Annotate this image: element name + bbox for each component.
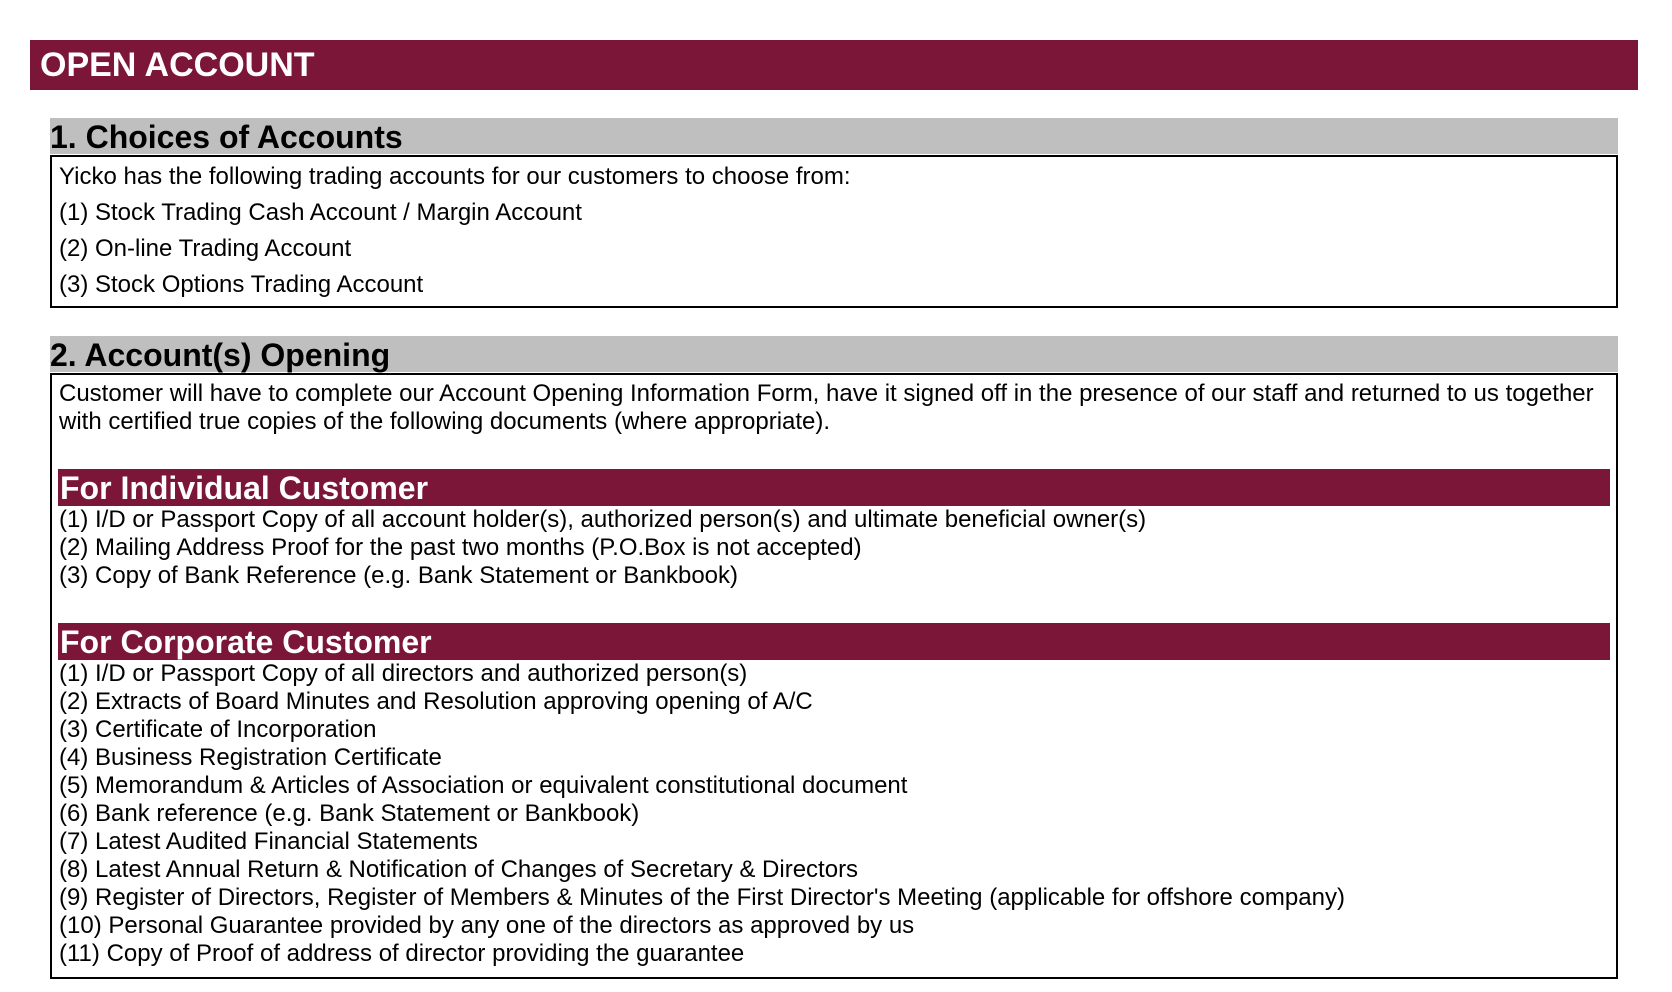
section-title-opening: 2. Account(s) Opening bbox=[50, 336, 1618, 372]
section-box-choices bbox=[50, 155, 1618, 308]
list-item: (1) I/D or Passport Copy of all account holder(s), authorized person(s) and ultimate beneficial owner(s) bbox=[59, 506, 1147, 533]
list-item: (3) Certificate of Incorporation bbox=[59, 716, 377, 743]
list-item: (10) Personal Guarantee provided by any one of the directors as approved by us bbox=[59, 912, 915, 939]
section-title-choices: 1. Choices of Accounts bbox=[50, 118, 1618, 154]
individual-list bbox=[52, 506, 1616, 590]
section-intro: Yicko has the following trading accounts for our customers to choose from: bbox=[59, 163, 851, 190]
list-item: (1) I/D or Passport Copy of all directors and authorized person(s) bbox=[59, 660, 748, 687]
list-item: (11) Copy of Proof of address of director providing the guarantee bbox=[59, 940, 745, 967]
list-item: (5) Memorandum & Articles of Association or equivalent constitutional document bbox=[59, 772, 908, 799]
page-title: OPEN ACCOUNT bbox=[30, 40, 1638, 90]
section-intro: Customer will have to complete our Account Opening Information Form, have it signed off in the presence of our staff and returned to us together with certified true copies of the following documents (where appropriate). bbox=[59, 380, 1594, 435]
list-item: (2) On-line Trading Account bbox=[59, 235, 352, 262]
section-box-opening bbox=[50, 373, 1618, 979]
list-item: (7) Latest Audited Financial Statements bbox=[59, 828, 478, 855]
corporate-list bbox=[52, 660, 1616, 968]
list-item: (2) Mailing Address Proof for the past two months (P.O.Box is not accepted) bbox=[59, 534, 862, 561]
list-item: (8) Latest Annual Return & Notification of Changes of Secretary & Directors bbox=[59, 856, 859, 883]
list-item: (2) Extracts of Board Minutes and Resolution approving opening of A/C bbox=[59, 688, 813, 715]
list-item: (4) Business Registration Certificate bbox=[59, 744, 442, 771]
list-item: (1) Stock Trading Cash Account / Margin Account bbox=[59, 199, 582, 226]
list-item: (3) Copy of Bank Reference (e.g. Bank Statement or Bankbook) bbox=[59, 562, 739, 589]
list-item: (9) Register of Directors, Register of Members & Minutes of the First Director's Meeting (applicable for offshore company) bbox=[59, 884, 1345, 911]
subheading-individual: For Individual Customer bbox=[58, 469, 1610, 506]
list-item: (3) Stock Options Trading Account bbox=[59, 271, 424, 298]
subheading-corporate: For Corporate Customer bbox=[58, 623, 1610, 660]
list-item: (6) Bank reference (e.g. Bank Statement or Bankbook) bbox=[59, 800, 640, 827]
